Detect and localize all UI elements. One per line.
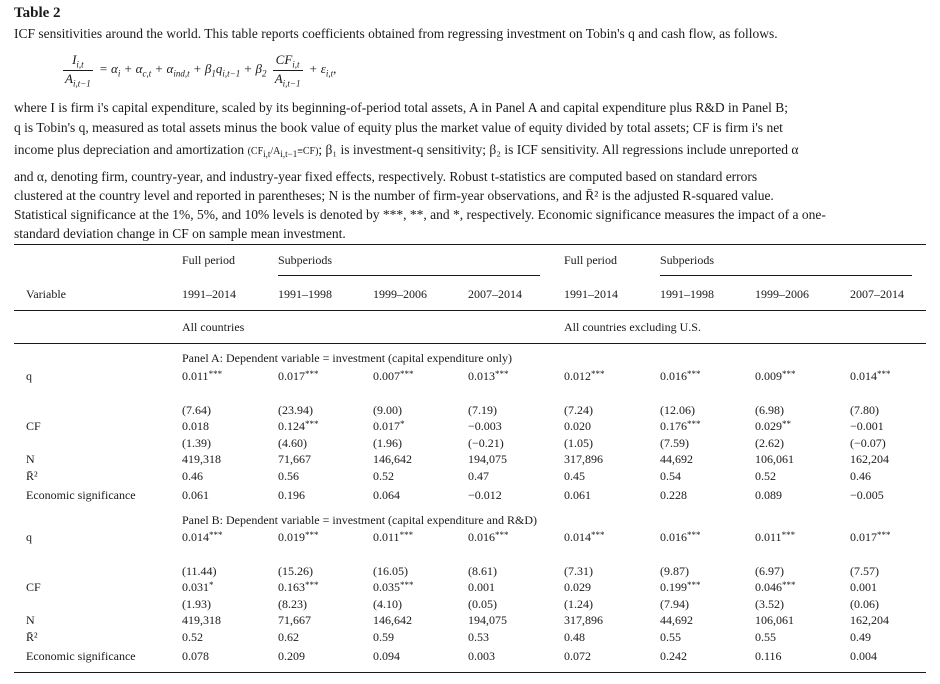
- row-label: R̄²: [26, 630, 38, 644]
- period-header: 2007–2014: [468, 287, 522, 301]
- table-caption: ICF sensitivities around the world. This table reports coefficients obtained from regressing investment on Tobin's q and cash flow, as follows.: [14, 26, 778, 41]
- row-label: q: [26, 369, 32, 383]
- table-cell: −0.001: [850, 419, 884, 433]
- table-cell: 419,318: [182, 613, 221, 627]
- subperiods-rule-2: [660, 275, 912, 276]
- row-label: CF: [26, 580, 41, 594]
- table-cell: 0.011***: [755, 530, 796, 544]
- table-cell: 0.064: [373, 488, 400, 502]
- table-cell: (4.10): [373, 597, 402, 611]
- table-cell: 0.001: [850, 580, 877, 594]
- table-cell: 71,667: [278, 613, 311, 627]
- para-line-2: q is Tobin's q, measured as total assets minus the book value of equity plus the market value of equity divided by total assets; CF is firm i's net: [14, 120, 783, 135]
- table-cell: (8.61): [468, 564, 497, 578]
- table-label: Table 2: [14, 5, 61, 21]
- table-cell: (4.60): [278, 436, 307, 450]
- table-cell: 0.011***: [373, 530, 414, 544]
- table-cell: 162,204: [850, 452, 889, 466]
- table-cell: 0.016***: [660, 530, 701, 544]
- table-cell: 0.52: [182, 630, 203, 644]
- table-cell: 0.004: [850, 649, 877, 663]
- group-excluding-us: All countries excluding U.S.: [564, 320, 701, 334]
- table-bottom-rule: [14, 672, 926, 673]
- table-cell: 0.009***: [755, 369, 796, 383]
- table-cell: 0.163***: [278, 580, 319, 594]
- table-cell: 0.078: [182, 649, 209, 663]
- table-cell: 0.012***: [564, 369, 605, 383]
- para-line-3: income plus depreciation and amortization $(CF_{i,t}/A_{i,t-1}\equiv CF)$; β₁ is investment-q sensitivity; β₂ is ICF sensitivity. All regressions include unreported α: [14, 142, 799, 159]
- table-cell: −0.005: [850, 488, 884, 502]
- header-subperiods-1: Subperiods: [278, 253, 332, 267]
- table-cell: 0.089: [755, 488, 782, 502]
- row-label: CF: [26, 419, 41, 433]
- period-header: 1999–2006: [755, 287, 809, 301]
- lhs-fraction: $\frac{I_{i,t}}{A_{i,t-1}}$: [65, 52, 91, 89]
- table-cell: 0.54: [660, 469, 681, 483]
- panel-a-title: Panel A: Dependent variable = investment (capital expenditure only): [182, 351, 512, 365]
- table-cell: 0.52: [373, 469, 394, 483]
- table-cell: (7.80): [850, 403, 879, 417]
- table-cell: 0.017***: [278, 369, 319, 383]
- group-rule: [14, 343, 926, 344]
- header-full-period-2: Full period: [564, 253, 617, 267]
- table-cell: 0.116: [755, 649, 782, 663]
- table-cell: (2.62): [755, 436, 784, 450]
- table-cell: −0.003: [468, 419, 502, 433]
- table-cell: 0.061: [182, 488, 209, 502]
- para-line-5: clustered at the country level and reported in parentheses; N is the number of firm-year observations, and R̄² is the adjusted R-squared value.: [14, 188, 774, 203]
- period-header: 1991–2014: [182, 287, 236, 301]
- table-cell: 0.014***: [850, 369, 891, 383]
- table-cell: 0.014***: [182, 530, 223, 544]
- table-cell: 0.55: [755, 630, 776, 644]
- table-cell: 0.124***: [278, 419, 319, 433]
- table-cell: (11.44): [182, 564, 217, 578]
- table-cell: 194,075: [468, 452, 507, 466]
- table-cell: 162,204: [850, 613, 889, 627]
- table-cell: (7.31): [564, 564, 593, 578]
- table-top-rule: [14, 244, 926, 245]
- table-cell: (7.24): [564, 403, 593, 417]
- header-full-period-1: Full period: [182, 253, 235, 267]
- table-cell: 0.176***: [660, 419, 701, 433]
- table-cell: 317,896: [564, 452, 603, 466]
- table-cell: 0.029**: [755, 419, 791, 433]
- table-cell: (1.39): [182, 436, 211, 450]
- table-cell: 0.196: [278, 488, 305, 502]
- period-header: 1991–1998: [660, 287, 714, 301]
- group-all-countries: All countries: [182, 320, 245, 334]
- table-cell: 419,318: [182, 452, 221, 466]
- table-cell: 0.046***: [755, 580, 796, 594]
- table-cell: 0.017***: [850, 530, 891, 544]
- table-cell: −0.012: [468, 488, 502, 502]
- table-cell: 0.003: [468, 649, 495, 663]
- table-cell: 0.016***: [660, 369, 701, 383]
- table-cell: (3.52): [755, 597, 784, 611]
- cf-fraction: $\frac{CF_{i,t}}{A_{i,t-1}}$: [274, 52, 301, 89]
- table-cell: 0.209: [278, 649, 305, 663]
- table-cell: 106,061: [755, 613, 794, 627]
- table-cell: 0.029: [564, 580, 591, 594]
- row-label: N: [26, 452, 35, 466]
- table-cell: 0.019***: [278, 530, 319, 544]
- table-cell: (7.19): [468, 403, 497, 417]
- table-cell: 0.094: [373, 649, 400, 663]
- table-cell: 146,642: [373, 452, 412, 466]
- table-cell: (7.94): [660, 597, 689, 611]
- table-cell: 0.061: [564, 488, 591, 502]
- period-header: 1991–2014: [564, 287, 618, 301]
- regression-formula: $\frac{I_{i,t}}{A_{i,t-1}}$ = $\alpha_i + \alpha_{c,t} + \alpha_{ind,t} + \beta_1q_{i,t-1} + \beta_2$ $\frac{CF_{i,t}}{A_{i,t-1}}$ + $\varepsilon_{i,t}$,: [65, 52, 337, 89]
- table-cell: (0.06): [850, 597, 879, 611]
- table-cell: 0.007***: [373, 369, 414, 383]
- table-cell: (9.00): [373, 403, 402, 417]
- table-cell: 146,642: [373, 613, 412, 627]
- table-cell: 44,692: [660, 613, 693, 627]
- table-cell: 0.62: [278, 630, 299, 644]
- table-cell: (12.06): [660, 403, 695, 417]
- para-line-7: standard deviation change in CF on sample mean investment.: [14, 226, 346, 241]
- table-cell: 0.035***: [373, 580, 414, 594]
- table-cell: (15.26): [278, 564, 313, 578]
- table-cell: (1.96): [373, 436, 402, 450]
- table-cell: 0.001: [468, 580, 495, 594]
- table-cell: (6.98): [755, 403, 784, 417]
- table-cell: (1.05): [564, 436, 593, 450]
- table-cell: 0.49: [850, 630, 871, 644]
- header-subperiods-2: Subperiods: [660, 253, 714, 267]
- table-cell: 317,896: [564, 613, 603, 627]
- table-cell: 0.020: [564, 419, 591, 433]
- table-cell: (−0.21): [468, 436, 504, 450]
- table-cell: (16.05): [373, 564, 408, 578]
- table-cell: 0.072: [564, 649, 591, 663]
- table-cell: 0.48: [564, 630, 585, 644]
- table-cell: 0.018: [182, 419, 209, 433]
- table-cell: 106,061: [755, 452, 794, 466]
- table-cell: 0.013***: [468, 369, 509, 383]
- row-label: Economic significance: [26, 488, 136, 502]
- table-cell: (−0.07): [850, 436, 886, 450]
- table-cell: 194,075: [468, 613, 507, 627]
- table-cell: 0.45: [564, 469, 585, 483]
- row-label: N: [26, 613, 35, 627]
- table-cell: 0.59: [373, 630, 394, 644]
- table-cell: 0.014***: [564, 530, 605, 544]
- para-line-4: and α, denoting firm, country-year, and industry-year fixed effects, respectively. Robust t-statistics are computed based on standard errors: [14, 169, 758, 184]
- period-header: 1991–1998: [278, 287, 332, 301]
- row-label: R̄²: [26, 469, 38, 483]
- table-cell: 0.011***: [182, 369, 223, 383]
- period-header: 2007–2014: [850, 287, 904, 301]
- table-cell: 0.46: [182, 469, 203, 483]
- table-cell: (7.59): [660, 436, 689, 450]
- table-cell: 0.47: [468, 469, 489, 483]
- row-label: Economic significance: [26, 649, 136, 663]
- table-cell: (9.87): [660, 564, 689, 578]
- table-cell: 0.016***: [468, 530, 509, 544]
- table-cell: 71,667: [278, 452, 311, 466]
- table-cell: 0.56: [278, 469, 299, 483]
- table-cell: 0.55: [660, 630, 681, 644]
- header-variable: Variable: [26, 287, 66, 301]
- table-cell: 44,692: [660, 452, 693, 466]
- table-cell: (7.57): [850, 564, 879, 578]
- row-label: q: [26, 530, 32, 544]
- table-cell: (1.93): [182, 597, 211, 611]
- table-cell: 0.46: [850, 469, 871, 483]
- table-cell: (23.94): [278, 403, 313, 417]
- table-cell: 0.031*: [182, 580, 214, 594]
- table-cell: (1.24): [564, 597, 593, 611]
- panel-b-title: Panel B: Dependent variable = investment (capital expenditure and R&D): [182, 513, 537, 527]
- table-cell: 0.52: [755, 469, 776, 483]
- para-line-6: Statistical significance at the 1%, 5%, and 10% levels is denoted by ***, **, and *, respectively. Economic significance measures the impact of a one-: [14, 207, 826, 222]
- table-cell: 0.017*: [373, 419, 405, 433]
- table-cell: (0.05): [468, 597, 497, 611]
- table-cell: (8.23): [278, 597, 307, 611]
- para-line-1: where I is firm i's capital expenditure, scaled by its beginning-of-period total assets, A in Panel A and capital expenditure plus R&D in Panel B;: [14, 100, 789, 115]
- table-cell: 0.53: [468, 630, 489, 644]
- header-rule: [14, 310, 926, 311]
- table-cell: (7.64): [182, 403, 211, 417]
- table-cell: (6.97): [755, 564, 784, 578]
- table-cell: 0.199***: [660, 580, 701, 594]
- table-cell: 0.242: [660, 649, 687, 663]
- subperiods-rule-1: [278, 275, 540, 276]
- period-header: 1999–2006: [373, 287, 427, 301]
- table-cell: 0.228: [660, 488, 687, 502]
